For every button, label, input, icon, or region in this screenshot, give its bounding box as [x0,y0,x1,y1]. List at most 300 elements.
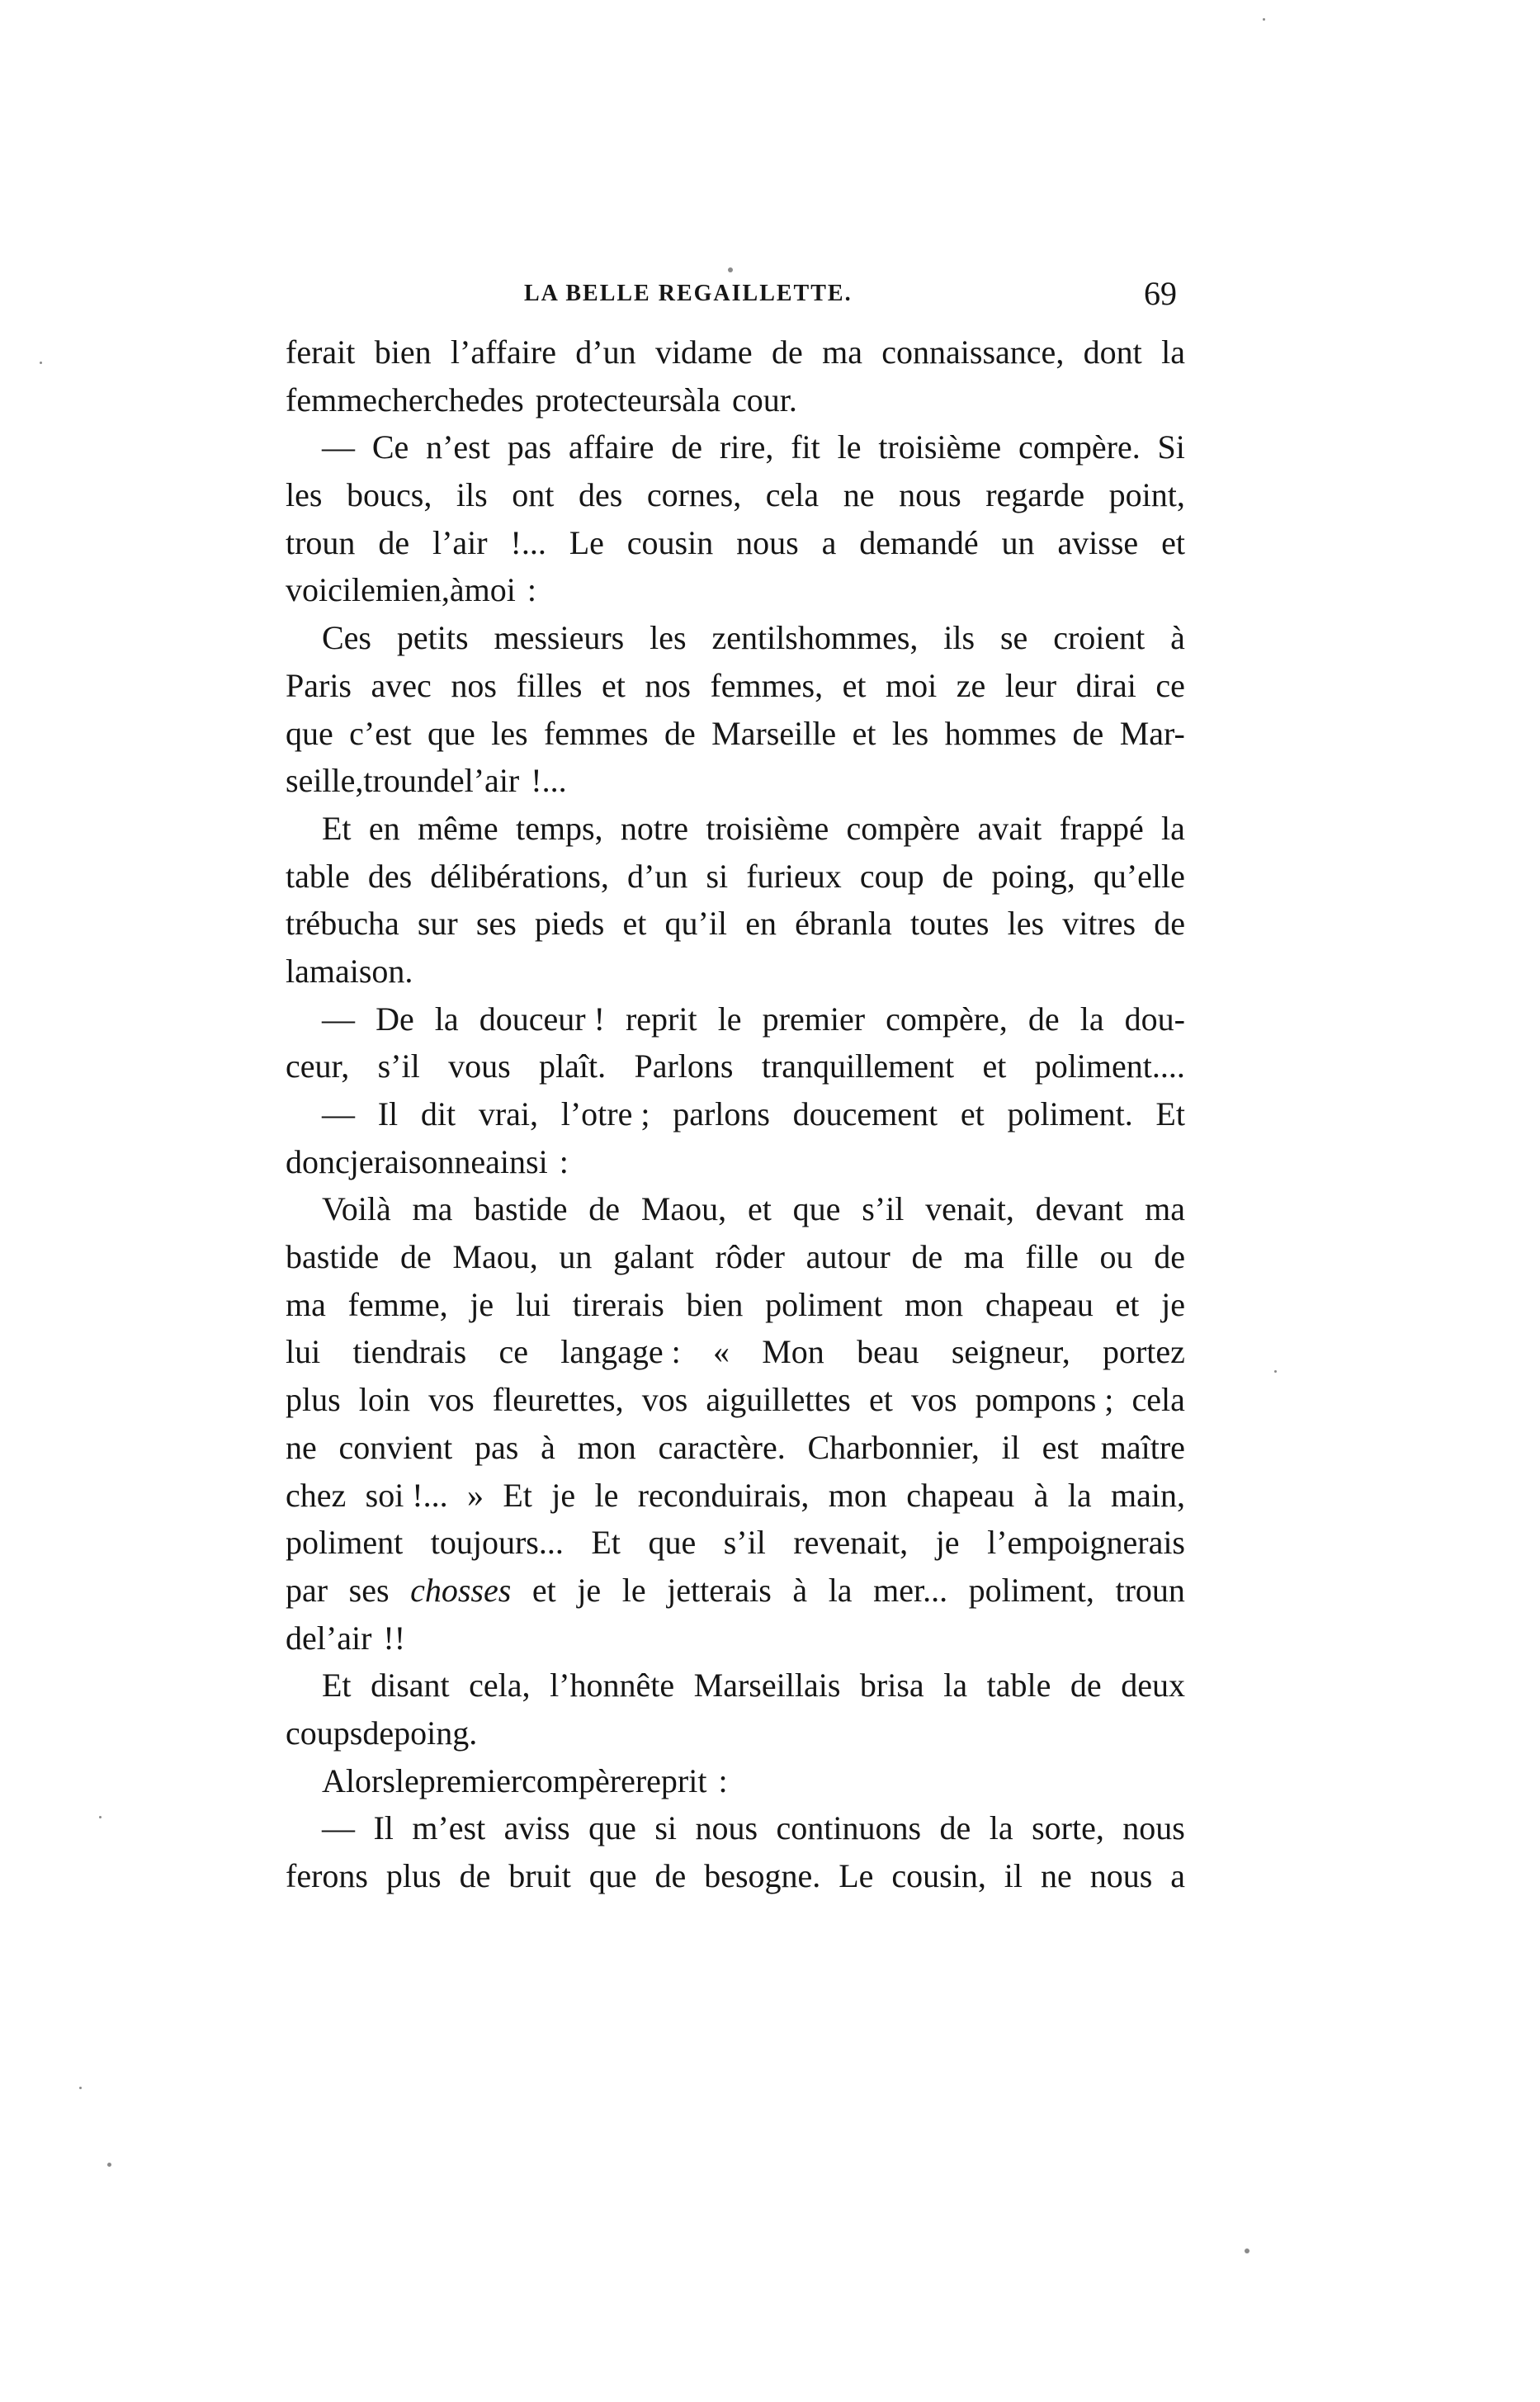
word: vidame [654,333,753,371]
word: par [286,1571,328,1609]
word: la [1161,333,1185,371]
word: ma [963,1238,1004,1276]
text-line [286,757,1185,805]
word: à [682,381,697,418]
word: de [362,1714,394,1752]
word: je [935,1524,960,1562]
word: Charbonnier, [807,1428,980,1466]
text-line [286,995,1185,1043]
word: nous [695,1809,758,1847]
running-title: LA BELLE REGAILLETTE. [524,281,853,306]
word: aiguillettes [706,1381,851,1419]
word: Maou, [452,1238,538,1276]
word: — [322,428,355,466]
word: pas [507,428,552,466]
word: fit [791,428,820,466]
word: venait, [925,1190,1014,1228]
word: galant [613,1238,694,1276]
word: de [671,428,703,466]
word: la [1079,1000,1104,1038]
word: ferait [286,333,356,371]
word: Et [503,1476,532,1514]
scan-speck [1245,2248,1249,2253]
word: si [706,857,729,895]
word: deux [1121,1667,1185,1705]
word: trébucha [286,905,399,943]
word: bien [374,333,432,371]
word: rôder [715,1238,785,1276]
text-line [286,1757,1185,1805]
text-line [286,662,1185,710]
word: n’est [426,428,490,466]
word: pompons ; [975,1381,1114,1419]
word: la [828,1571,853,1609]
word: disant [371,1667,450,1705]
word: à [1033,1476,1049,1514]
word: de [1070,1667,1102,1705]
text-line [286,1567,1185,1615]
word: vos [641,1381,688,1419]
word: vous [448,1047,511,1085]
word: beau [857,1333,919,1371]
word: et [842,666,867,704]
word: devant [1035,1190,1124,1228]
word: les [891,714,929,752]
word: de [432,762,465,800]
word: poliment, [968,1571,1094,1609]
scan-speck [99,1816,102,1818]
word: nous [1089,1857,1153,1894]
word: de [378,523,410,561]
word: l’air [432,523,488,561]
word: lui [286,1333,321,1371]
text-line [286,1043,1185,1090]
word: et [1161,523,1185,561]
word: Ces [322,619,371,657]
word: de [1072,714,1104,752]
word: soi !... [365,1476,448,1514]
word: premier [418,1761,522,1799]
word: que [792,1190,841,1228]
word: et [1115,1285,1140,1323]
word: ne [1040,1857,1072,1894]
word: les [491,714,528,752]
word: regarde [985,476,1085,514]
scan-speck [1263,18,1265,21]
word: bastide [474,1190,568,1228]
word: rire, [719,428,774,466]
word: aviss [503,1809,570,1847]
word: avisse [1057,523,1139,561]
word: et [747,1190,772,1228]
word: Le [569,523,604,561]
word: nos [451,666,497,704]
word: poliment [765,1285,883,1323]
word: et [960,1095,985,1132]
word: caractère. [658,1428,786,1466]
word: coup [859,857,924,895]
word: nous [1122,1809,1185,1847]
word: cela [1131,1381,1185,1419]
word: dou- [1124,1000,1185,1038]
word: bruit [508,1857,571,1894]
text-line [286,1804,1185,1852]
word: plus [385,1857,442,1894]
word: ma [1145,1190,1185,1228]
word: Et [591,1524,621,1562]
word: qu’elle [1093,857,1185,895]
word: — [322,1095,355,1132]
word: ébranla [795,905,892,943]
word: vos [910,1381,957,1419]
text-line [286,423,1185,471]
word: troisième [878,428,1002,466]
word: toujours... [430,1524,564,1562]
word: à [792,1571,808,1609]
word: des protecteurs [479,381,683,418]
word: l’honnête [550,1667,675,1705]
word: continuons [776,1809,922,1847]
word: et [601,666,626,704]
running-head [289,274,1185,324]
text-line [286,1424,1185,1472]
word: point, [1108,476,1185,514]
word: main, [1111,1476,1185,1514]
word: un [559,1238,593,1276]
word: moi [886,666,938,704]
word: mien, [375,571,450,609]
word: femmes [543,714,649,752]
word: le [837,428,862,466]
word: a [821,523,837,561]
word: la [286,952,309,990]
word: zentilshommes, [711,619,919,657]
word: compère, [886,1000,1008,1038]
word: troun [363,762,433,800]
word: de [286,1619,317,1657]
word: Paris [286,666,352,704]
word: compère [846,809,961,847]
word: mon [905,1285,964,1323]
word: la [1067,1476,1092,1514]
word: en [745,905,777,943]
word: poliment.... [1034,1047,1185,1085]
text-line [286,1472,1185,1520]
word: de [664,714,696,752]
word: avec [371,666,432,704]
word: sorte, [1032,1809,1104,1847]
word: notre [620,809,689,847]
word: mon [577,1428,636,1466]
word: vitres [1062,905,1136,943]
word: la cour. [697,381,797,418]
word: plaît. [539,1047,607,1085]
word: que [588,1809,636,1847]
word: « [712,1333,730,1371]
word: pieds [534,905,605,943]
word: même [417,809,498,847]
word: ce [1155,666,1185,704]
word: ou [1099,1238,1133,1276]
word: Maou, [640,1190,727,1228]
word: de [654,1857,687,1894]
word: autour [805,1238,890,1276]
word: des [367,857,413,895]
word: convient [338,1428,453,1466]
word: femme [286,381,378,418]
word: langage : [560,1333,681,1371]
word: connaissance, [881,333,1065,371]
word: brisa [859,1667,924,1705]
word: Ce [371,428,409,466]
word: jetterais [667,1571,772,1609]
word: à [449,571,465,609]
word: le [351,571,376,609]
word: ses [348,1571,390,1609]
word: je [551,1476,576,1514]
word: ils [943,619,975,657]
word: femmes, [710,666,824,704]
word: Marseillais [693,1667,841,1705]
word: chosses [410,1571,512,1609]
word: les [650,619,687,657]
text-line [286,710,1185,758]
word: boucs, [347,476,432,514]
word: il [1001,1428,1020,1466]
word: le [394,1761,419,1799]
word: hommes [944,714,1057,752]
word: à [1170,619,1185,657]
word: douceur ! [479,1000,605,1038]
text-line [286,1519,1185,1567]
word: et [852,714,876,752]
word: de [1154,905,1185,943]
word: table [286,857,350,895]
word: ferons [286,1857,368,1894]
text-line [286,1662,1185,1709]
word: affaire [568,428,654,466]
word: d’un [627,857,688,895]
word: maison. [309,952,413,990]
word: troun [286,523,356,561]
word: sur [417,905,458,943]
word: Le [838,1857,874,1894]
scan-speck [1274,1370,1277,1373]
word: de [399,1238,432,1276]
word: besogne. [704,1857,821,1894]
word: poing, [991,857,1075,895]
word: le [621,1571,646,1609]
word: maître [1100,1428,1185,1466]
word: troisième [706,809,829,847]
word: poing. [394,1714,478,1752]
word: croient [1053,619,1146,657]
scan-speck [728,267,733,272]
word: lui [515,1285,551,1323]
word: donc [286,1142,350,1180]
word: reprit : [635,1761,728,1799]
word: de [772,333,803,371]
word: je [470,1285,494,1323]
word: cousin, [891,1857,986,1894]
word: frappé [1059,809,1144,847]
word: l’air !! [316,1619,406,1657]
word: ce [498,1333,528,1371]
word: de [588,1190,621,1228]
word: pas [475,1428,519,1466]
text-line [286,1185,1185,1233]
word: nos [645,666,691,704]
word: Parlons [634,1047,734,1085]
word: compère [522,1761,635,1799]
text-line [286,900,1185,948]
text-line [286,1615,1185,1662]
word: mer... [873,1571,948,1609]
word: c’est [349,714,412,752]
word: » [466,1476,484,1514]
word: parlons [673,1095,770,1132]
word: la [434,1000,459,1038]
word: ils [456,476,488,514]
word: Et [1155,1095,1185,1132]
word: ses [475,905,517,943]
word: seigneur, [951,1333,1070,1371]
word: il [1004,1857,1023,1894]
text-line [286,1709,1185,1757]
word: l’affaire [450,333,556,371]
word: temps, [515,809,603,847]
word: ma [286,1285,326,1323]
word: mon [828,1476,887,1514]
text-line [286,376,1185,424]
word: que [286,714,333,752]
word: se [999,619,1028,657]
text-line [286,1090,1185,1138]
text-line [286,1233,1185,1281]
word: tranquillement [761,1047,955,1085]
word: moi : [464,571,536,609]
word: nous [736,523,799,561]
word: les [286,476,323,514]
word: si [654,1809,678,1847]
word: et [982,1047,1007,1085]
word: et [622,905,647,943]
word: qu’il [664,905,728,943]
word: chez [286,1476,347,1514]
word: fille [1025,1238,1079,1276]
word: Mar- [1119,714,1185,752]
word: doucement [792,1095,938,1132]
word: leur [1004,666,1057,704]
word: l’empoignerais [987,1524,1185,1562]
word: cousin [626,523,714,561]
page-number: 69 [1144,275,1177,312]
word: ont [512,476,555,514]
text-line [286,1281,1185,1329]
word: en [368,809,400,847]
text-line [286,519,1185,567]
text-line [286,1376,1185,1424]
word: un [1001,523,1035,561]
word: est [1042,1428,1079,1466]
word: ma [822,333,862,371]
word: seille, [286,762,364,800]
word: les [1007,905,1045,943]
word: ze [956,666,986,704]
word: portez [1102,1333,1185,1371]
word: la [1161,809,1185,847]
word: revenait, [793,1524,909,1562]
word: et [868,1381,893,1419]
word: coups [286,1714,363,1752]
word: — [322,1809,355,1847]
word: d’un [575,333,636,371]
word: de [1154,1238,1185,1276]
word: le [717,1000,742,1038]
word: Marseille [711,714,837,752]
word: poliment [286,1524,404,1562]
scan-speck [79,2087,82,2089]
word: que [648,1524,697,1562]
word: compère. [1018,428,1141,466]
word: Alors [322,1761,395,1799]
word: chapeau [985,1285,1094,1323]
word: femme, [347,1285,448,1323]
word: je [1161,1285,1185,1323]
word: vos [428,1381,475,1419]
word: de [939,1809,971,1847]
word: la [943,1667,968,1705]
word: ma [412,1190,453,1228]
word: m’est [412,1809,486,1847]
word: table [986,1667,1051,1705]
word: De [376,1000,414,1038]
word: de [911,1238,943,1276]
word: plus [286,1381,341,1419]
word: chapeau [906,1476,1015,1514]
word: des [578,476,623,514]
text-line [286,1328,1185,1376]
word: cornes, [646,476,742,514]
word: bien [686,1285,744,1323]
word: à [541,1428,555,1466]
text-line [286,614,1185,662]
word: ceur, [286,1047,350,1085]
word: Il [377,1095,399,1132]
text-line [286,853,1185,901]
text-line [286,948,1185,995]
word: poliment. [1007,1095,1133,1132]
word: dirai [1075,666,1136,704]
word: nous [899,476,961,514]
word: délibérations, [430,857,609,895]
word: premier [762,1000,866,1038]
word: que [588,1857,637,1894]
word: fleurettes, [492,1381,624,1419]
word: reconduirais, [637,1476,810,1514]
scan-speck [107,2163,111,2167]
text-line [286,566,1185,614]
word: cherche [377,381,480,418]
word: petits [396,619,469,657]
word: s’il [723,1524,766,1562]
word: ne [286,1428,317,1466]
text-line [286,471,1185,519]
word: demandé [859,523,979,561]
word: Mon [762,1333,824,1371]
word: bastide [286,1238,380,1276]
word: filles [516,666,583,704]
